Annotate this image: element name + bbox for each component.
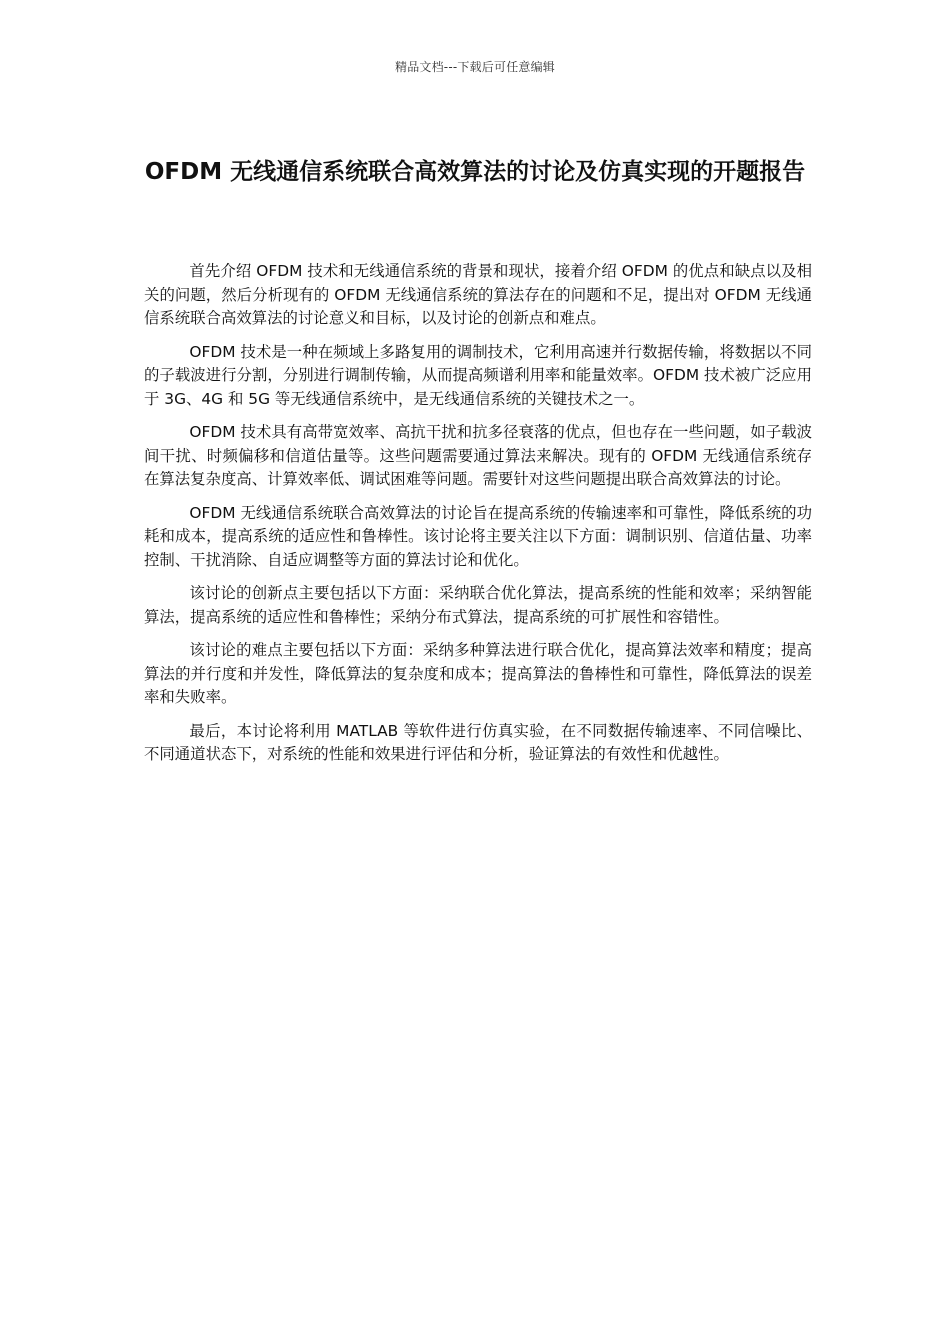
paragraph-4: OFDM 无线通信系统联合高效算法的讨论旨在提高系统的传输速率和可靠性，降低系统的功耗和成本，提高系统的适应性和鲁棒性。该讨论将主要关注以下方面：调制识别、信道估量、功率控制、干扰消除、自适应调整等方面的算法讨论和优化。 — [144, 503, 812, 569]
paragraph-6: 该讨论的难点主要包括以下方面：采纳多种算法进行联合优化，提高算法效率和精度；提高算法的并行度和并发性，降低算法的复杂度和成本；提高算法的鲁棒性和可靠性，降低算法的误差率和失败率。 — [144, 641, 812, 706]
header-watermark-note: 精品文档---下载后可任意编辑 — [395, 60, 555, 74]
paragraph-5: 该讨论的创新点主要包括以下方面：采纳联合优化算法，提高系统的性能和效率；采纳智能算法，提高系统的适应性和鲁棒性；采纳分布式算法，提高系统的可扩展性和容错性。 — [144, 584, 812, 626]
document-title: OFDM 无线通信系统联合高效算法的讨论及仿真实现的开题报告 — [144, 159, 806, 186]
paragraph-3: OFDM 技术具有高带宽效率、高抗干扰和抗多径衰落的优点，但也存在一些问题，如子载波间干扰、时频偏移和信道估量等。这些问题需要通过算法来解决。现有的 OFDM 无线通信系统存在算法复杂度高、计算效率低、调试困难等问题。需要针对这些问题提出联合高效算法的讨论。 — [144, 423, 812, 488]
document-body — [144, 260, 812, 777]
paragraph-7: 最后，本讨论将利用 MATLAB 等软件进行仿真实验，在不同数据传输速率、不同信噪比、不同通道状态下，对系统的性能和效果进行评估和分析，验证算法的有效性和优越性。 — [144, 721, 812, 763]
paragraph-1: 首先介绍 OFDM 技术和无线通信系统的背景和现状，接着介绍 OFDM 的优点和缺点以及相关的问题，然后分析现有的 OFDM 无线通信系统的算法存在的问题和不足，提出对 OFDM 无线通信系统联合高效算法的讨论意义和目标，以及讨论的创新点和难点。 — [144, 262, 812, 327]
paragraph-2: OFDM 技术是一种在频域上多路复用的调制技术，它利用高速并行数据传输，将数据以不同的子载波进行分割，分别进行调制传输，从而提高频谱利用率和能量效率。OFDM 技术被广泛应用于 3G、4G 和 5G 等无线通信系统中，是无线通信系统的关键技术之一。 — [144, 342, 812, 408]
